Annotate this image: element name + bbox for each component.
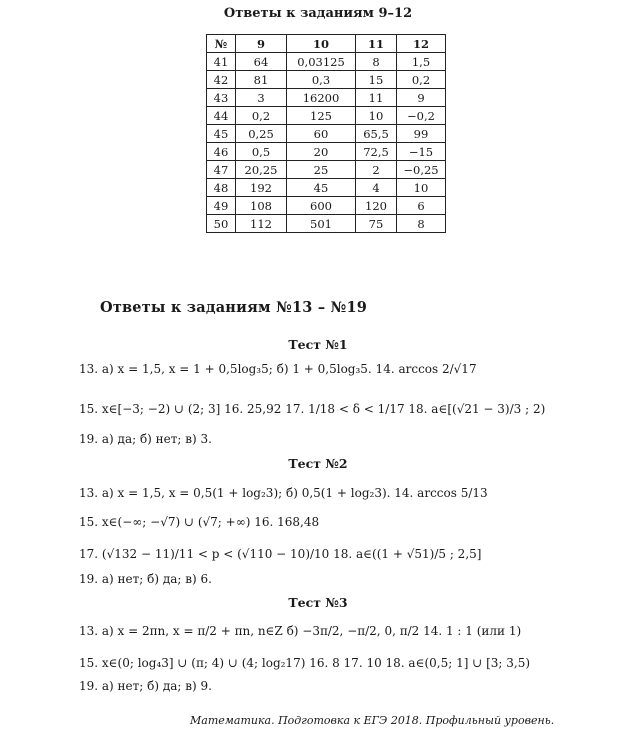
table-row — [207, 179, 446, 197]
test-3-line-3: 19. а) нет; б) да; в) 9. — [79, 679, 212, 693]
row-number-cell: 45 — [207, 125, 236, 143]
answer-cell: 0,03125 — [287, 53, 356, 71]
answer-cell: 0,3 — [287, 71, 356, 89]
answer-cell: −0,2 — [397, 107, 446, 125]
answer-cell: −0,25 — [397, 161, 446, 179]
table-row — [207, 161, 446, 179]
test-2-line-4: 19. а) нет; б) да; в) 6. — [79, 572, 212, 586]
test-2-line-1: 13. а) x = 1,5, x = 0,5(1 + log₂3); б) 0,5(1 + log₂3). 14. arccos 5/13 — [79, 486, 488, 500]
test-1-line-2: 15. x∈[−3; −2) ∪ (2; 3] 16. 25,92 17. 1/18 < δ < 1/17 18. a∈[(√21 − 3)/3 ; 2) — [79, 402, 546, 416]
header-cell: 9 — [236, 35, 287, 53]
row-number-cell: 47 — [207, 161, 236, 179]
answer-cell: 99 — [397, 125, 446, 143]
test-3-heading: Тест №3 — [288, 595, 348, 610]
test-2-line-3: 17. (√132 − 11)/11 < p < (√110 − 10)/10 18. a∈((1 + √51)/5 ; 2,5] — [79, 547, 482, 561]
row-number-cell: 42 — [207, 71, 236, 89]
answer-cell: 8 — [397, 215, 446, 233]
table-row — [207, 215, 446, 233]
table-title: Ответы к заданиям 9–12 — [223, 6, 413, 21]
answer-cell: 10 — [356, 107, 397, 125]
answer-cell: 60 — [287, 125, 356, 143]
answer-cell: 20 — [287, 143, 356, 161]
answer-cell: 15 — [356, 71, 397, 89]
header-cell: 12 — [397, 35, 446, 53]
table-row — [207, 89, 446, 107]
answer-cell: 16200 — [287, 89, 356, 107]
test-1-heading: Тест №1 — [288, 337, 348, 352]
section-title: Ответы к заданиям №13 – №19 — [100, 299, 368, 316]
answer-cell: 0,5 — [236, 143, 287, 161]
answer-cell: 0,2 — [397, 71, 446, 89]
answer-cell: 81 — [236, 71, 287, 89]
header-cell: 11 — [356, 35, 397, 53]
answer-cell: 0,25 — [236, 125, 287, 143]
answer-cell: 2 — [356, 161, 397, 179]
test-2-line-2: 15. x∈(−∞; −√7) ∪ (√7; +∞) 16. 168,48 — [79, 515, 320, 529]
answer-cell: 9 — [397, 89, 446, 107]
answer-cell: 25 — [287, 161, 356, 179]
answer-cell: 4 — [356, 179, 397, 197]
answer-cell: 10 — [397, 179, 446, 197]
test-1-line-3: 19. а) да; б) нет; в) 3. — [79, 432, 212, 446]
answer-cell: −15 — [397, 143, 446, 161]
answer-cell: 192 — [236, 179, 287, 197]
answer-cell: 0,2 — [236, 107, 287, 125]
answer-cell: 8 — [356, 53, 397, 71]
header-cell: 10 — [287, 35, 356, 53]
answer-cell: 120 — [356, 197, 397, 215]
answer-cell: 11 — [356, 89, 397, 107]
answers-table — [206, 34, 446, 233]
header-cell: № — [207, 35, 236, 53]
row-number-cell: 48 — [207, 179, 236, 197]
table-row — [207, 107, 446, 125]
row-number-cell: 41 — [207, 53, 236, 71]
table-row — [207, 197, 446, 215]
answer-cell: 64 — [236, 53, 287, 71]
table-row — [207, 143, 446, 161]
answer-cell: 501 — [287, 215, 356, 233]
answer-cell: 20,25 — [236, 161, 287, 179]
answer-cell: 75 — [356, 215, 397, 233]
answer-cell: 72,5 — [356, 143, 397, 161]
page-footer: Математика. Подготовка к ЕГЭ 2018. Профильный уровень. — [190, 714, 555, 727]
table-row — [207, 53, 446, 71]
answer-cell: 112 — [236, 215, 287, 233]
row-number-cell: 44 — [207, 107, 236, 125]
answer-cell: 6 — [397, 197, 446, 215]
answer-cell: 3 — [236, 89, 287, 107]
table-row — [207, 125, 446, 143]
table-row — [207, 71, 446, 89]
table-header-row — [207, 35, 446, 53]
row-number-cell: 50 — [207, 215, 236, 233]
row-number-cell: 43 — [207, 89, 236, 107]
answer-cell: 108 — [236, 197, 287, 215]
test-2-heading: Тест №2 — [288, 456, 348, 471]
answer-cell: 1,5 — [397, 53, 446, 71]
row-number-cell: 46 — [207, 143, 236, 161]
test-1-line-1: 13. а) x = 1,5, x = 1 + 0,5log₃5; б) 1 + 0,5log₃5. 14. arccos 2/√17 — [79, 362, 477, 376]
test-3-line-1: 13. а) x = 2πn, x = π/2 + πn, n∈Z б) −3π/2, −π/2, 0, π/2 14. 1 : 1 (или 1) — [79, 624, 522, 638]
answer-cell: 45 — [287, 179, 356, 197]
answer-cell: 125 — [287, 107, 356, 125]
row-number-cell: 49 — [207, 197, 236, 215]
answer-cell: 65,5 — [356, 125, 397, 143]
answer-cell: 600 — [287, 197, 356, 215]
test-3-line-2: 15. x∈(0; log₄3] ∪ (π; 4) ∪ (4; log₂17) 16. 8 17. 10 18. a∈(0,5; 1] ∪ [3; 3,5) — [79, 656, 531, 670]
